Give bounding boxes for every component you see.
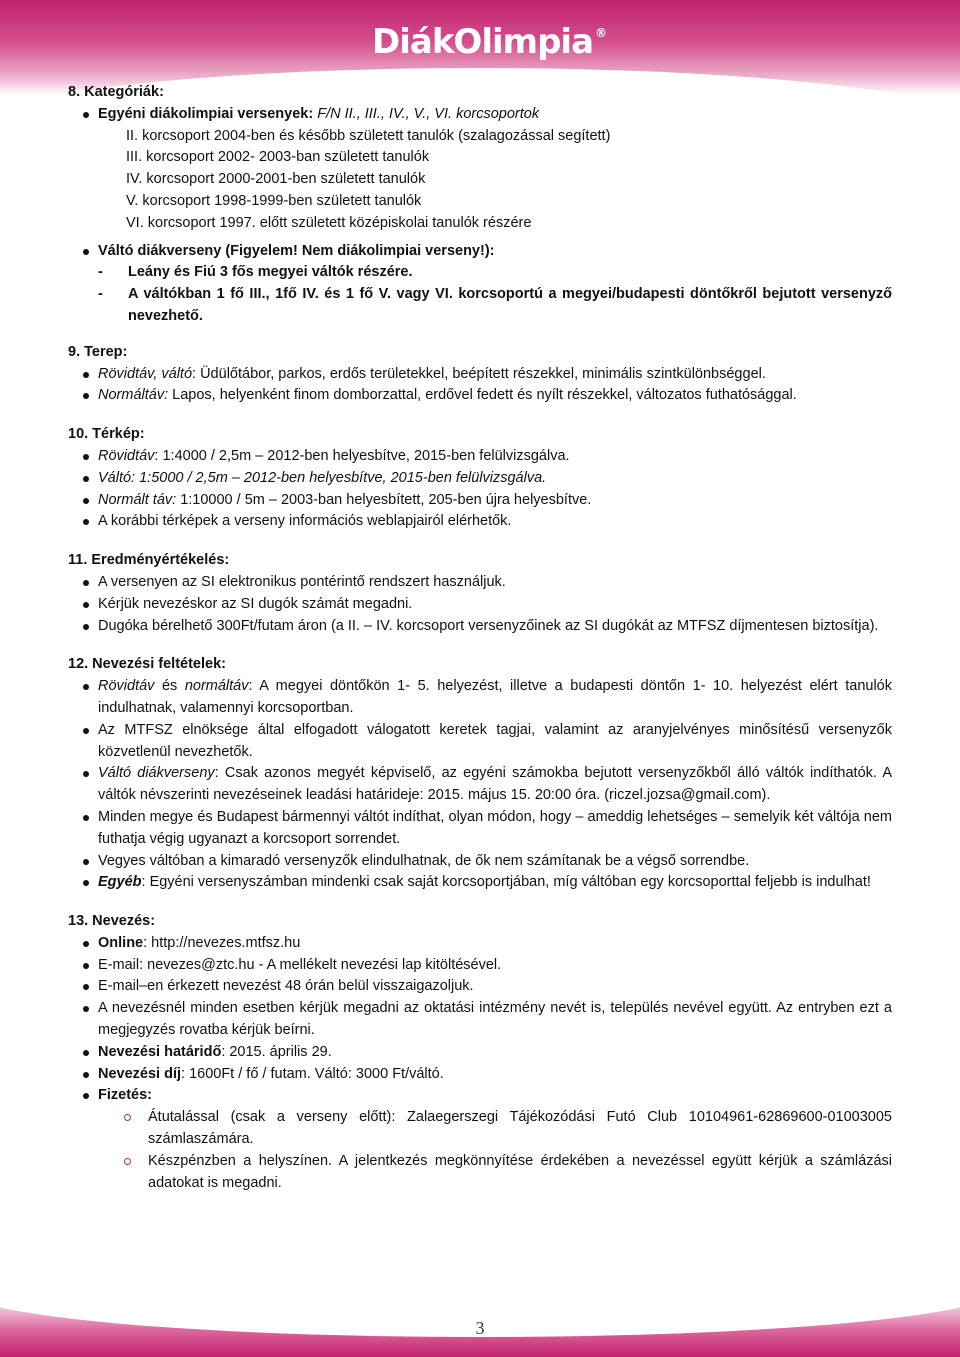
section-nevezes	[68, 911, 892, 1194]
dash-item: - A váltókban 1 fő III., 1fő IV. és 1 fő V. vagy VI. korcsoportú a megyei/budapesti döntőkről bejutott versenyző nevezhető.	[68, 284, 892, 328]
logo-mark: ®	[595, 26, 607, 40]
section-terep	[68, 342, 892, 407]
section-title: 9. Terep:	[68, 343, 128, 360]
category-line: III. korcsoport 2002- 2003-ban született tanulók	[126, 149, 430, 166]
list-item: Online: http://nevezes.mtfsz.hu	[68, 933, 892, 955]
section-title: 11. Eredményértékelés:	[68, 552, 230, 569]
list-item: Váltó diákverseny (Figyelem! Nem diákolimpiai verseny!):	[68, 241, 892, 263]
diakolimpia-logo	[372, 22, 606, 62]
section-kategoriak	[68, 82, 892, 328]
list-item: Normáltáv: Lapos, helyenként finom domborzattal, erdővel fedett és nyílt részekkel, változatos futhatósággal.	[68, 385, 892, 407]
list-item: Rövidtáv: 1:4000 / 2,5m – 2012-ben helyesbítve, 2015-ben felülvizsgálva.	[68, 446, 892, 468]
list-item: Dugóka bérelhető 300Ft/futam áron (a II. – IV. korcsoport versenyzőinek az SI dugókát az MTFSZ díjmentesen biztosítja).	[68, 616, 892, 638]
list-item: E-mail: nevezes@ztc.hu - A mellékelt nevezési lap kitöltésével.	[68, 955, 892, 977]
list-item: Egyéb: Egyéni versenyszámban mindenki csak saját korcsoportjában, míg váltóban egy korcsoporttal feljebb is indulhat!	[68, 872, 892, 894]
category-line: VI. korcsoport 1997. előtt született középiskolai tanulók részére	[126, 214, 532, 231]
section-title: 13. Nevezés:	[68, 913, 156, 930]
section-terkep	[68, 424, 892, 533]
list-item: Nevezési díj: 1600Ft / fő / futam. Váltó: 3000 Ft/váltó.	[68, 1064, 892, 1086]
category-line: IV. korcsoport 2000-2001-ben született tanulók	[126, 171, 426, 188]
document-body	[68, 82, 892, 1194]
list-item: A versenyen az SI elektronikus pontérintő rendszert használjuk.	[68, 572, 892, 594]
list-item: Az MTFSZ elnöksége által elfogadott válogatott keretek tagjai, valamint az aranyjelvényes minősítésű versenyzők közvetlenül nevezhetők.	[68, 720, 892, 764]
list-item: Rövidtáv és normáltáv: A megyei döntőkön 1- 5. helyezést, illetve a budapesti döntőn 1- 10. helyezést elért tanulók indulhatnak, valamennyi korcsoportban.	[68, 676, 892, 720]
sub-list-item: Átutalással (csak a verseny előtt): Zalaegerszegi Tájékozódási Futó Club 10104961-62869600-01003005 számlaszámára.	[68, 1107, 892, 1151]
list-item: Váltó: 1:5000 / 2,5m – 2012-ben helyesbítve, 2015-ben felülvizsgálva.	[68, 468, 892, 490]
list-item: Kérjük nevezéskor az SI dugók számát megadni.	[68, 594, 892, 616]
list-item: Fizetés:	[68, 1085, 892, 1107]
list-item: E-mail–en érkezett nevezést 48 órán belül visszaigazoljuk.	[68, 976, 892, 998]
list-item: Normált táv: 1:10000 / 5m – 2003-ban helyesbített, 205-ben újra helyesbítve.	[68, 490, 892, 512]
section-title: 10. Térkép:	[68, 426, 145, 443]
list-item: A nevezésnél minden esetben kérjük megadni az oktatási intézmény nevét is, település nevével együtt. Az entryben ezt a megjegyzés rovatba kérjük beírni.	[68, 998, 892, 1042]
section-title: 12. Nevezési feltételek:	[68, 656, 226, 673]
sub-list-item: Készpénzben a helyszínen. A jelentkezés megkönnyítése érdekében a nevezéssel együtt kérjük a számlázási adatokat is megadni.	[68, 1151, 892, 1195]
list-item: Váltó diákverseny: Csak azonos megyét képviselő, az egyéni számokba bejutott versenyzőkből álló váltók indíthatók. A váltók névszerinti nevezéseinek leadási határideje: 2015. május 15. 20:00 óra. (riczel.jozsa@gmail.com).	[68, 763, 892, 807]
list-item: Vegyes váltóban a kimaradó versenyzők elindulhatnak, de ők nem számítanak be a végső sorrendbe.	[68, 851, 892, 873]
section-eredmenyertekeles	[68, 550, 892, 637]
list-item: Minden megye és Budapest bármennyi váltót indíthat, olyan módon, hogy – ameddig lehetséges – semelyik két váltója nem futhatja végig ugyanazt a korcsoport sorrendet.	[68, 807, 892, 851]
logo-text: DiákOlimpia	[372, 22, 594, 62]
list-item: Rövidtáv, váltó: Üdülőtábor, parkos, erdős területekkel, beépített részekkel, minimális szintkülönbséggel.	[68, 364, 892, 386]
dash-item: - Leány és Fiú 3 fős megyei váltók részére.	[68, 262, 892, 284]
category-line: II. korcsoport 2004-ben és később született tanulók (szalagozással segített)	[126, 127, 611, 144]
list-item: Nevezési határidő: 2015. április 29.	[68, 1042, 892, 1064]
page-number: 3	[475, 1318, 485, 1338]
list-item: A korábbi térképek a verseny információs weblapjairól elérhetők.	[68, 511, 892, 533]
category-line: V. korcsoport 1998-1999-ben született tanulók	[126, 192, 422, 209]
section-nevezesi-feltetelek	[68, 654, 892, 894]
list-item: Egyéni diákolimpiai versenyek: F/N II., III., IV., V., VI. korcsoportok	[68, 104, 892, 126]
section-title: 8. Kategóriák:	[68, 84, 164, 100]
